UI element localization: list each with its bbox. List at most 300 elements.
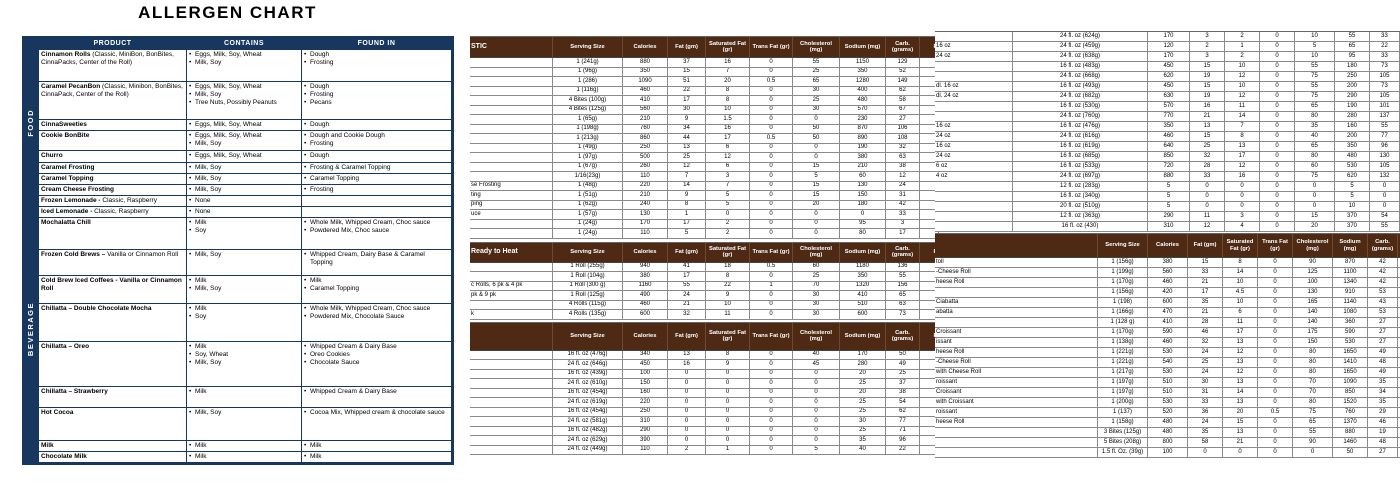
- value-cell: 13: [1223, 428, 1258, 438]
- product-name-cell: [935, 438, 1098, 448]
- product-note: Classic, Raspberry: [92, 208, 149, 215]
- value-cell: 1650: [1333, 348, 1368, 358]
- value-cell: 43: [1368, 298, 1398, 308]
- value-cell: 132: [1370, 172, 1400, 182]
- value-cell: 0: [1295, 192, 1335, 202]
- value-cell: 10: [706, 301, 750, 311]
- value-cell: 410: [623, 96, 668, 106]
- column-header: Sodium (mg): [1333, 234, 1368, 258]
- product-cell: [39, 250, 187, 276]
- contains-text: Milk: [195, 277, 207, 284]
- value-cell: 0: [750, 427, 793, 437]
- value-cell: 0: [1258, 378, 1293, 388]
- table-row: [935, 152, 1400, 162]
- product-name-cell: [935, 318, 1098, 328]
- product-name: Mochalatta Chill: [41, 219, 91, 226]
- value-cell: 105: [1370, 92, 1400, 102]
- product-cell: [39, 196, 187, 207]
- table-row: [470, 144, 940, 154]
- found-in-cell: [302, 387, 452, 408]
- value-cell: 0: [1258, 438, 1293, 448]
- value-cell: 13: [1225, 142, 1260, 152]
- table-row: [470, 172, 940, 182]
- value-cell: 760: [623, 125, 668, 135]
- value-cell: 0: [706, 417, 750, 427]
- value-cell: 350: [840, 272, 886, 282]
- value-cell: 65: [1295, 142, 1335, 152]
- value-cell: 0: [1260, 182, 1295, 192]
- bullet-icon: •: [189, 453, 192, 460]
- contains-cell: [187, 82, 302, 120]
- table-row: [935, 172, 1400, 182]
- serving-size-cell: 1 (221g): [1098, 358, 1148, 368]
- contains-cell: [187, 120, 302, 131]
- contains-text: Tree Nuts, Possibly Peanuts: [195, 99, 277, 106]
- product-name-cell: [470, 351, 553, 361]
- allergen-row: [24, 441, 452, 452]
- found-in-item: [304, 91, 449, 99]
- group-label: Ready to Heat: [470, 243, 553, 263]
- contains-text: Milk, Soy: [195, 164, 222, 171]
- value-cell: 240: [623, 201, 668, 211]
- value-cell: 530: [1148, 348, 1188, 358]
- value-cell: 35: [1188, 428, 1223, 438]
- value-cell: 5: [1295, 42, 1335, 52]
- value-cell: 6: [706, 144, 750, 154]
- value-cell: 17: [668, 220, 706, 230]
- serving-size-cell: 1 (170g): [1098, 328, 1148, 338]
- table-row: [935, 308, 1400, 318]
- value-cell: 310: [623, 417, 668, 427]
- found-in-cell: [302, 250, 452, 276]
- serving-size-cell: 1 (96g): [553, 68, 623, 78]
- column-header: Serving Size: [1098, 234, 1148, 258]
- value-cell: 16: [706, 58, 750, 68]
- product-cell: [39, 304, 187, 342]
- value-cell: 340: [623, 351, 668, 361]
- contains-text: Milk, Soy: [195, 91, 222, 98]
- value-cell: 34: [668, 125, 706, 135]
- table-row: [470, 436, 940, 446]
- value-cell: 12: [1225, 72, 1260, 82]
- table-row: [470, 201, 940, 211]
- serving-size-cell: 1 Roll (255g): [553, 263, 623, 273]
- table-row: [935, 348, 1400, 358]
- value-cell: 80: [840, 229, 886, 239]
- value-cell: 170: [840, 351, 886, 361]
- value-cell: 34: [1368, 388, 1398, 398]
- product-name: Churro: [41, 152, 63, 159]
- value-cell: 640: [1148, 142, 1190, 152]
- value-cell: 48: [1368, 358, 1398, 368]
- value-cell: 12: [1190, 222, 1225, 232]
- value-cell: 8: [1223, 258, 1258, 268]
- contains-cell: [187, 342, 302, 387]
- value-cell: 8: [706, 96, 750, 106]
- table-row: [935, 338, 1400, 348]
- bullet-icon: •: [189, 175, 192, 182]
- product-name-cell: [935, 448, 1098, 458]
- serving-size-cell: 1 (221g): [1098, 348, 1148, 358]
- table-row: [470, 58, 940, 68]
- contains-text: None: [195, 208, 211, 215]
- value-cell: 9: [668, 115, 706, 125]
- value-cell: 0: [668, 370, 706, 380]
- contains-cell: [187, 387, 302, 408]
- value-cell: 380: [840, 153, 886, 163]
- column-header: Sodium (mg): [840, 243, 886, 263]
- value-cell: 0: [1258, 358, 1293, 368]
- value-cell: 530: [1148, 368, 1188, 378]
- value-cell: 16: [1225, 172, 1260, 182]
- value-cell: 2: [706, 220, 750, 230]
- value-cell: 0: [1258, 448, 1293, 458]
- value-cell: 0: [793, 436, 840, 446]
- bullet-icon: •: [189, 197, 192, 204]
- table-row: [935, 202, 1400, 212]
- found-in-cell: [302, 342, 452, 387]
- value-cell: 17: [668, 96, 706, 106]
- contains-text: Milk, Soy: [195, 140, 222, 147]
- value-cell: 22: [1370, 42, 1400, 52]
- value-cell: 530: [1335, 162, 1370, 172]
- found-in-item: [304, 277, 449, 285]
- table-row: [935, 298, 1400, 308]
- table-row: [470, 351, 940, 361]
- bullet-icon: •: [304, 121, 307, 128]
- contains-item: [189, 197, 299, 205]
- value-cell: 22: [668, 87, 706, 97]
- product-name-cell: Croissant: [935, 328, 1098, 338]
- serving-size-cell: 3 Bites (125g): [1098, 428, 1148, 438]
- found-in-cell: [302, 207, 452, 218]
- value-cell: 0: [1258, 388, 1293, 398]
- value-cell: 1340: [1333, 278, 1368, 288]
- value-cell: 5: [706, 191, 750, 201]
- value-cell: 80: [1293, 368, 1333, 378]
- table-row: [470, 379, 940, 389]
- found-in-item: [304, 388, 449, 396]
- value-cell: 63: [886, 301, 920, 311]
- value-cell: 25: [840, 398, 886, 408]
- found-in-text: Frosting & Caramel Topping: [310, 164, 391, 171]
- value-cell: 13: [668, 351, 706, 361]
- value-cell: 0: [1260, 152, 1295, 162]
- column-header: Calories: [623, 323, 668, 351]
- value-cell: 30: [793, 301, 840, 311]
- contains-item: [189, 208, 299, 216]
- value-cell: 0.5: [750, 263, 793, 273]
- table-row: [935, 142, 1400, 152]
- value-cell: 480: [840, 96, 886, 106]
- product-name-cell: [935, 428, 1098, 438]
- section-label-text: FOOD: [26, 108, 35, 137]
- product-name-cell: issant: [935, 338, 1098, 348]
- value-cell: 41: [668, 263, 706, 273]
- contains-cell: [187, 163, 302, 174]
- value-cell: 0: [1225, 202, 1260, 212]
- product-name-cell: roissant: [935, 378, 1098, 388]
- contains-text: Eggs, Milk, Soy, Wheat: [195, 121, 262, 128]
- value-cell: 14: [668, 182, 706, 192]
- serving-size-cell: 24 fl. oz (619g): [553, 398, 623, 408]
- value-cell: 470: [1148, 308, 1188, 318]
- value-cell: 520: [1148, 408, 1188, 418]
- found-in-text: Caramel Topping: [310, 285, 360, 292]
- value-cell: 10: [1335, 202, 1370, 212]
- value-cell: 380: [623, 272, 668, 282]
- bullet-icon: •: [304, 351, 307, 358]
- found-in-item: [304, 164, 449, 172]
- contains-cell: [187, 304, 302, 342]
- value-cell: 50: [793, 125, 840, 135]
- value-cell: 20: [840, 389, 886, 399]
- table-row: [935, 318, 1400, 328]
- value-cell: 570: [840, 106, 886, 116]
- value-cell: 2: [706, 229, 750, 239]
- column-header: Fat (gm): [668, 37, 706, 58]
- serving-size-cell: 12 fl. oz (283g): [1013, 182, 1148, 192]
- value-cell: 200: [1335, 132, 1370, 142]
- bullet-icon: •: [304, 219, 307, 226]
- value-cell: 350: [840, 68, 886, 78]
- value-cell: 75: [1295, 172, 1335, 182]
- bullet-icon: •: [189, 251, 192, 258]
- value-cell: 12: [668, 163, 706, 173]
- value-cell: 360: [1333, 318, 1368, 328]
- product-name-cell: [470, 144, 553, 154]
- bullet-icon: •: [189, 152, 192, 159]
- value-cell: 35: [840, 436, 886, 446]
- value-cell: 49: [886, 360, 920, 370]
- value-cell: 55: [1295, 62, 1335, 72]
- value-cell: 60: [793, 263, 840, 273]
- serving-size-cell: 1 (158g): [1098, 418, 1148, 428]
- allergen-row: [24, 131, 452, 151]
- found-in-text: Frosting: [310, 91, 334, 98]
- value-cell: 0: [750, 68, 793, 78]
- value-cell: 150: [840, 191, 886, 201]
- product-name-cell: with Cheese Roll: [935, 368, 1098, 378]
- value-cell: 13: [668, 144, 706, 154]
- table-row: [470, 77, 940, 87]
- value-cell: 230: [840, 115, 886, 125]
- contains-item: [189, 277, 299, 285]
- product-name-cell: [470, 427, 553, 437]
- serving-size-cell: 16 fl. oz (454g): [553, 408, 623, 418]
- value-cell: 0: [750, 153, 793, 163]
- table-row: [470, 370, 940, 380]
- bullet-icon: •: [304, 453, 307, 460]
- value-cell: 0: [750, 96, 793, 106]
- bullet-icon: •: [189, 83, 192, 90]
- value-cell: 0: [1258, 278, 1293, 288]
- value-cell: 140: [1293, 318, 1333, 328]
- product-name-cell: toll: [935, 258, 1098, 268]
- table-row: [470, 408, 940, 418]
- serving-size-cell: 1 (24g): [553, 220, 623, 230]
- allergen-row: [24, 174, 452, 185]
- product-name-cell: 24 oz: [935, 152, 1013, 162]
- bullet-icon: •: [304, 91, 307, 98]
- product-name-cell: [470, 68, 553, 78]
- value-cell: 460: [623, 87, 668, 97]
- table-row: [935, 378, 1400, 388]
- table-row: [470, 87, 940, 97]
- value-cell: 460: [1148, 132, 1190, 142]
- serving-size-cell: 1 (197g): [1098, 388, 1148, 398]
- table-row: [935, 122, 1400, 132]
- value-cell: 16: [1190, 102, 1225, 112]
- serving-size-cell: 1 Roll (104g): [553, 272, 623, 282]
- value-cell: 5: [1148, 192, 1190, 202]
- value-cell: 0: [1258, 428, 1293, 438]
- value-cell: 110: [623, 229, 668, 239]
- serving-size-cell: 24 fl. oz (682g): [1013, 92, 1148, 102]
- product-name: Milk: [41, 442, 54, 449]
- found-in-item: [304, 152, 449, 160]
- serving-size-cell: 24 fl. oz (646g): [553, 360, 623, 370]
- value-cell: 0: [840, 210, 886, 220]
- value-cell: 12: [1223, 348, 1258, 358]
- value-cell: 250: [623, 408, 668, 418]
- value-cell: 67: [886, 106, 920, 116]
- value-cell: 0: [1260, 122, 1295, 132]
- column-header: Saturated Fat (gr): [1223, 234, 1258, 258]
- contains-text: Soy: [195, 227, 207, 234]
- column-header: Cholesterol (mg): [1293, 234, 1333, 258]
- value-cell: 480: [1148, 428, 1188, 438]
- found-in-text: Caramel Topping: [310, 175, 360, 182]
- serving-size-cell: 1 Roll (125g): [553, 291, 623, 301]
- value-cell: 600: [623, 310, 668, 320]
- value-cell: 17: [1225, 152, 1260, 162]
- found-in-cell: [302, 452, 452, 463]
- found-in-cell: [302, 408, 452, 441]
- section-label-food: [24, 50, 39, 196]
- found-in-item: [304, 409, 449, 417]
- product-name-cell: heese Roll: [935, 348, 1098, 358]
- column-header-found-in: FOUND IN: [302, 38, 452, 50]
- value-cell: 25: [840, 427, 886, 437]
- value-cell: 90: [1293, 438, 1333, 448]
- table-row: [935, 438, 1400, 448]
- value-cell: 2: [668, 446, 706, 456]
- column-header: Sodium (mg): [840, 323, 886, 351]
- nutrition-header-row: [935, 234, 1400, 258]
- table-row: [470, 446, 940, 456]
- value-cell: 27: [1368, 448, 1398, 458]
- value-cell: 10: [1225, 62, 1260, 72]
- value-cell: 31: [886, 191, 920, 201]
- contains-text: Eggs, Milk, Soy, Wheat: [195, 83, 262, 90]
- value-cell: 46: [1188, 328, 1223, 338]
- value-cell: 13: [1190, 122, 1225, 132]
- value-cell: 95: [1335, 52, 1370, 62]
- value-cell: 25: [1188, 358, 1223, 368]
- serving-size-cell: 16 fl. oz (340g): [1013, 192, 1148, 202]
- serving-size-cell: 1 (199g): [1098, 268, 1148, 278]
- found-in-item: [304, 313, 449, 321]
- found-in-cell: [302, 151, 452, 163]
- value-cell: 0: [750, 115, 793, 125]
- bullet-icon: •: [189, 313, 192, 320]
- serving-size-cell: 1 (116g): [553, 87, 623, 97]
- product-name-cell: [935, 182, 1013, 192]
- table-row: [935, 92, 1400, 102]
- table-row: [935, 112, 1400, 122]
- serving-size-cell: 1 (62g): [553, 201, 623, 211]
- value-cell: 0: [750, 191, 793, 201]
- contains-text: Milk: [195, 343, 207, 350]
- found-in-text: Frosting: [310, 186, 334, 193]
- value-cell: 9: [706, 291, 750, 301]
- found-in-text: Whole Milk, Whipped Cream, Choc sauce: [310, 219, 431, 226]
- value-cell: 62: [886, 87, 920, 97]
- value-cell: 24: [886, 182, 920, 192]
- product-cell: [39, 441, 187, 452]
- value-cell: 55: [1293, 428, 1333, 438]
- product-name-cell: [470, 370, 553, 380]
- value-cell: 140: [1293, 308, 1333, 318]
- table-row: [470, 282, 940, 292]
- found-in-cell: [302, 131, 452, 151]
- value-cell: 6: [1223, 308, 1258, 318]
- value-cell: 0: [750, 389, 793, 399]
- table-row: [935, 418, 1400, 428]
- serving-size-cell: 16 fl. oz (476g): [1013, 122, 1148, 132]
- value-cell: 17: [886, 229, 920, 239]
- found-in-cell: [302, 441, 452, 452]
- column-header: Fat (gm): [668, 323, 706, 351]
- product-name-cell: [470, 163, 553, 173]
- value-cell: 11: [1225, 102, 1260, 112]
- value-cell: 600: [1148, 298, 1188, 308]
- found-in-text: Dough: [310, 121, 330, 128]
- value-cell: 0: [750, 379, 793, 389]
- value-cell: 63: [886, 153, 920, 163]
- value-cell: 5: [1148, 182, 1190, 192]
- product-cell: [39, 408, 187, 441]
- found-in-text: Dough and Cookie Dough: [310, 132, 385, 139]
- found-in-text: Milk: [310, 277, 322, 284]
- value-cell: 0: [1258, 288, 1293, 298]
- value-cell: 100: [1148, 448, 1188, 458]
- value-cell: 0: [1258, 398, 1293, 408]
- product-cell: [39, 276, 187, 304]
- table-row: [470, 389, 940, 399]
- allergen-row: [24, 276, 452, 304]
- value-cell: 590: [1148, 328, 1188, 338]
- contains-item: [189, 99, 299, 107]
- value-cell: 560: [1148, 268, 1188, 278]
- value-cell: 55: [1335, 32, 1370, 42]
- value-cell: 110: [623, 172, 668, 182]
- product-name-cell: [470, 172, 553, 182]
- bullet-icon: •: [304, 251, 307, 258]
- allergen-row: [24, 250, 452, 276]
- contains-text: Milk, Soy: [195, 186, 222, 193]
- contains-item: [189, 152, 299, 160]
- value-cell: 30: [793, 87, 840, 97]
- table-row: [470, 153, 940, 163]
- value-cell: 0: [1370, 192, 1400, 202]
- value-cell: 5: [793, 172, 840, 182]
- table-row: [470, 417, 940, 427]
- found-in-cell: [302, 304, 452, 342]
- value-cell: 15: [668, 68, 706, 78]
- value-cell: 0: [750, 58, 793, 68]
